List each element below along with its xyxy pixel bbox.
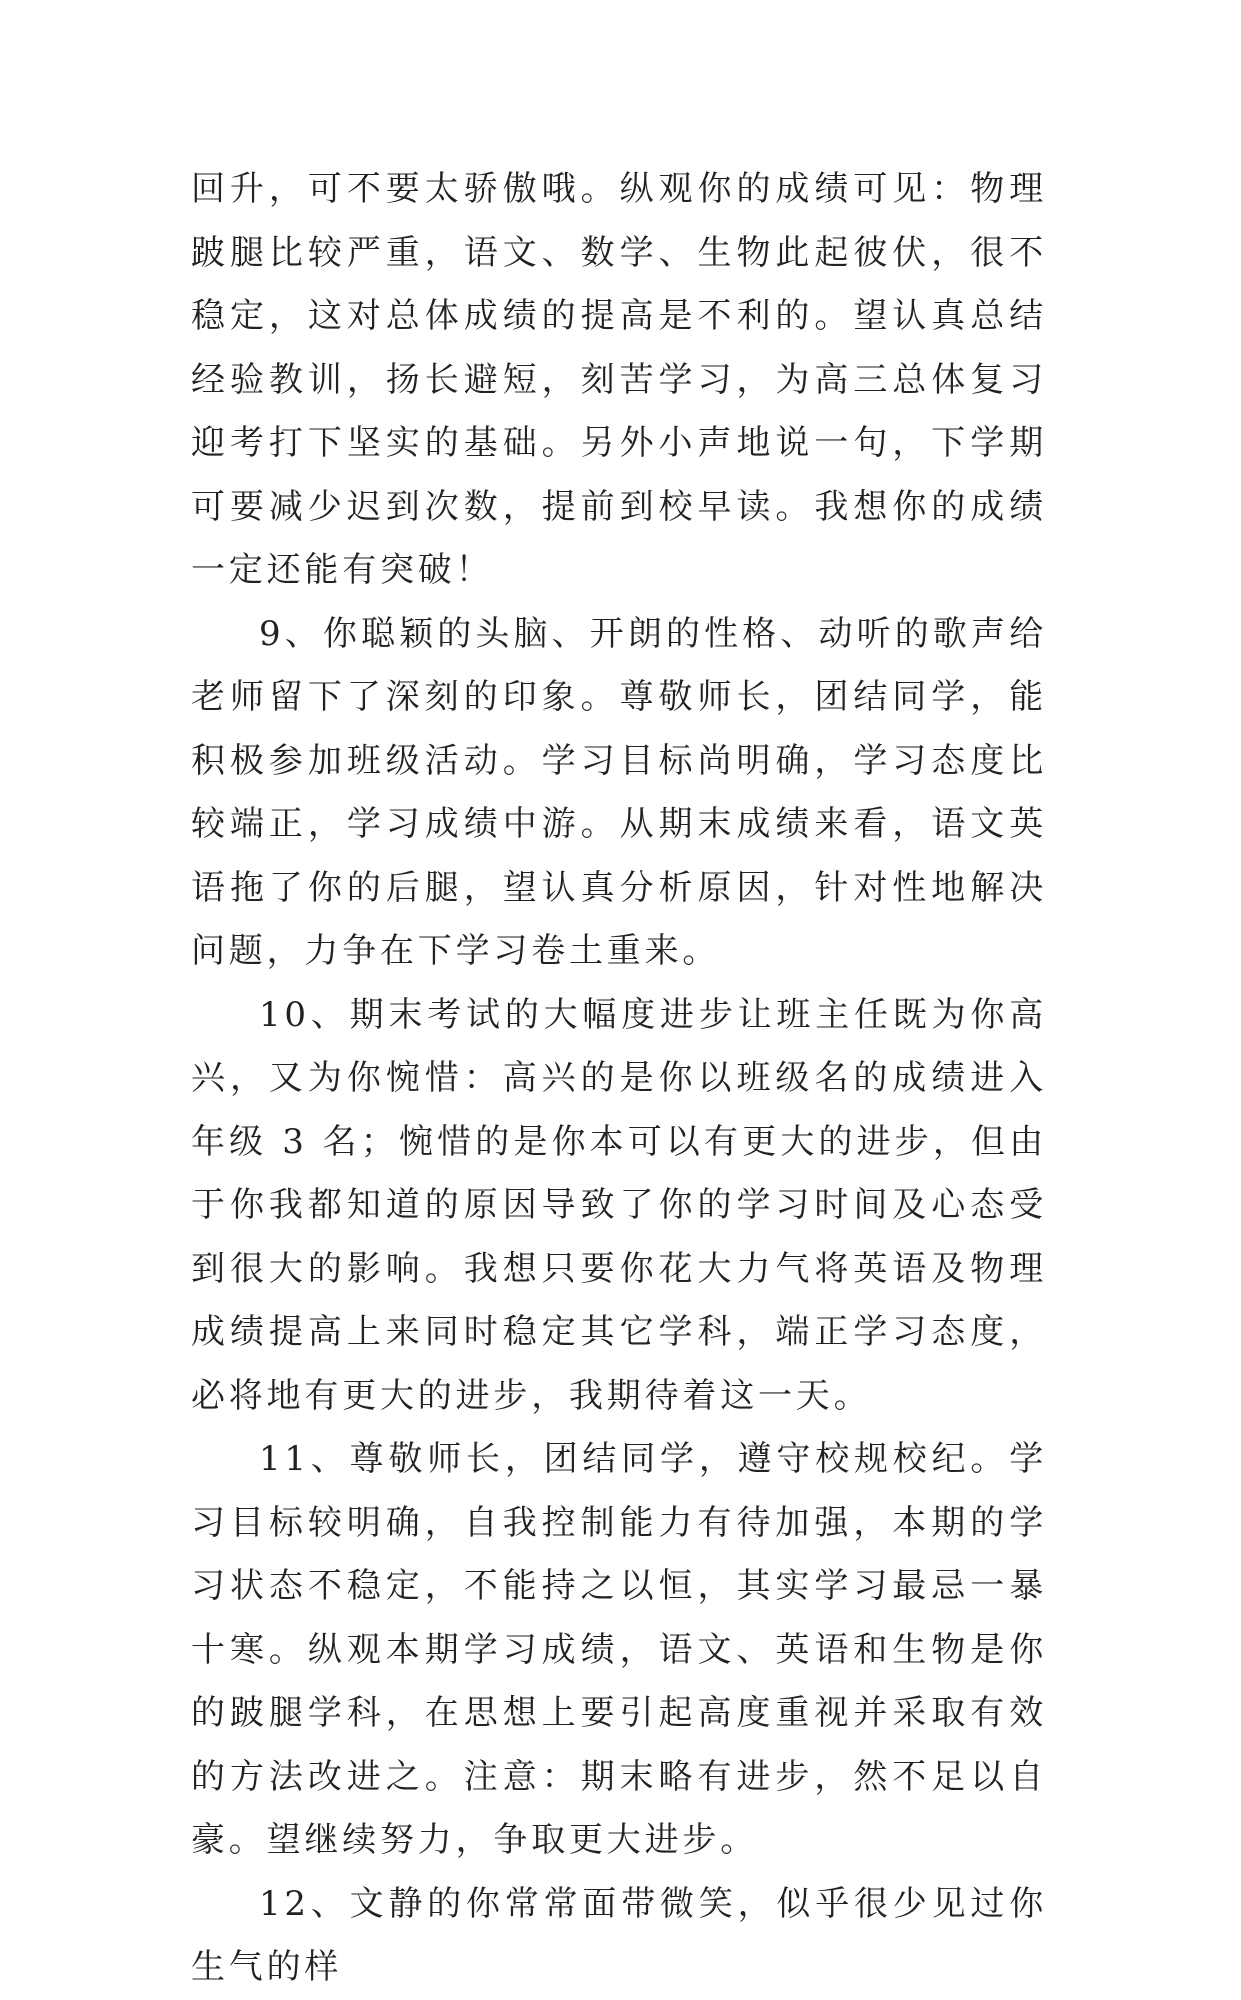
paragraph-continuation: 回升，可不要太骄傲哦。纵观你的成绩可见：物理跛腿比较严重，语文、数学、生物此起彼伏，很不稳定，这对总体成绩的提高是不利的。望认真总结经验教训，扬长避短，刻苦学习，为高三总体复习迎考打下坚实的基础。另外小声地说一句，下学期可要减少迟到次数，提前到校早读。我想你的成绩一定还能有突破！ bbox=[191, 169, 1047, 590]
paragraph-comment-11: 11、尊敬师长，团结同学，遵守校规校纪。学习目标较明确，自我控制能力有待加强，本期的学习状态不稳定，不能持之以恒，其实学习最忌一暴十寒。纵观本期学习成绩，语文、英语和生物是你的跛腿学科，在思想上要引起高度重视并采取有效的方法改进之。注意：期末略有进步，然不足以自豪。望继续努力，争取更大进步。 bbox=[191, 1439, 1047, 1860]
paragraph-comment-10: 10、期末考试的大幅度进步让班主任既为你高兴，又为你惋惜：高兴的是你以班级名的成绩进入年级 3 名；惋惜的是你本可以有更大的进步，但由于你我都知道的原因导致了你的学习时间及心态受到很大的影响。我想只要你花大力气将英语及物理成绩提高上来同时稳定其它学科，端正学习态度，必将地有更大的进步，我期待着这一天。 bbox=[191, 994, 1047, 1416]
paragraph-comment-9: 9、你聪颖的头脑、开朗的性格、动听的歌声给老师留下了深刻的印象。尊敬师长，团结同学，能积极参加班级活动。学习目标尚明确，学习态度比较端正，学习成绩中游。从期末成绩来看，语文英语拖了你的后腿，望认真分析原因，针对性地解决问题，力争在下学习卷土重来。 bbox=[191, 613, 1047, 971]
paragraph-comment-12: 12、文静的你常常面带微笑，似乎很少见过你生气的样 bbox=[191, 1883, 1047, 1987]
document-body bbox=[191, 158, 1047, 2000]
